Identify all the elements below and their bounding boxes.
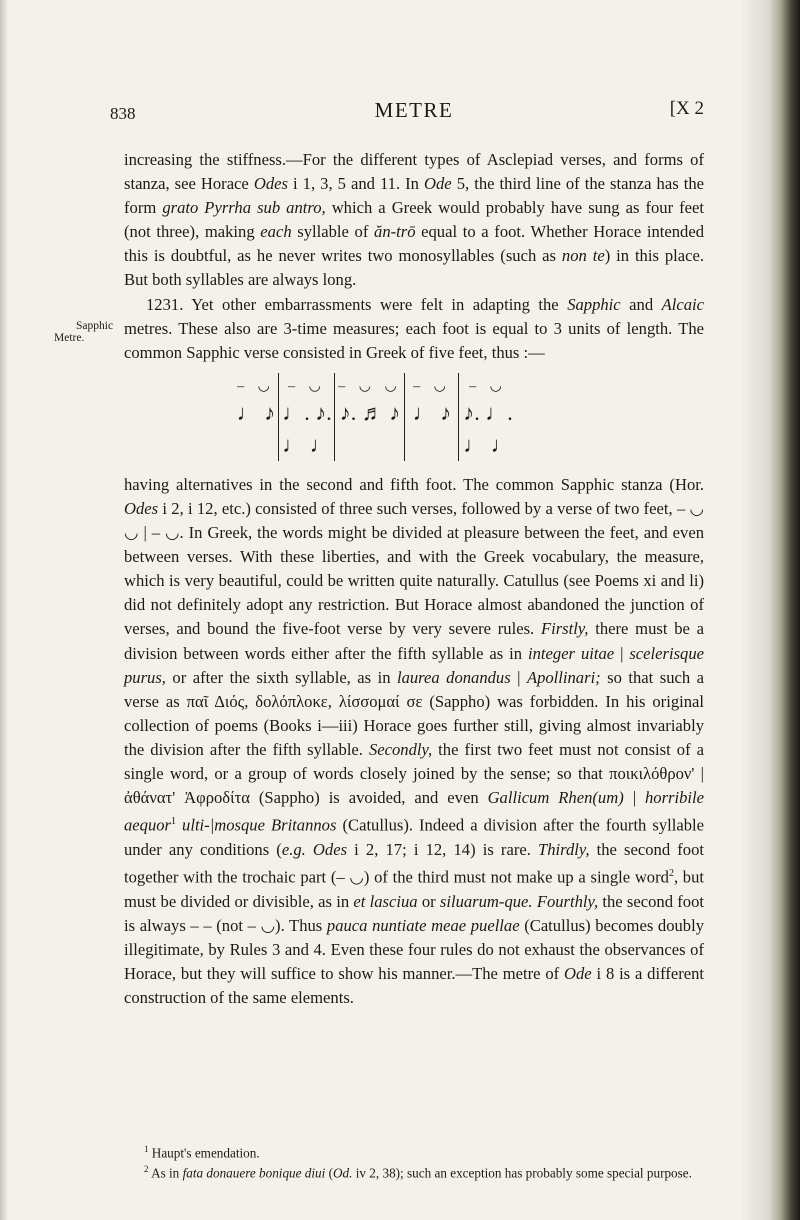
footnotes xyxy=(124,1141,704,1182)
body-text xyxy=(54,148,705,1010)
metre-foot xyxy=(404,373,459,461)
footnote-ref: 1 xyxy=(171,816,177,828)
foot-alternative: ♩ ♩ xyxy=(463,431,513,457)
foot-notes: ♩ ♪ xyxy=(236,399,276,425)
page-curl-shadow xyxy=(740,0,770,1220)
foot-quantity: – ◡ xyxy=(413,378,451,394)
foot-notes: ♩. ♪. xyxy=(282,399,332,425)
paragraph-asclepiad: increasing the stiffness.—For the different types of Asclepiad verses, and forms of stanza, see Horace Odes i 1, 3, 5 and 11. In Ode 5, the third line of the stanza has the form grato Pyrrha sub antro, which a Greek would probably have sung as four feet (not three), making each syllable of ăn-trō equal to a foot. Whether Horace intended this is doubtful, as he never writes two monosyllables (such as non te) in this place. But both syllables are always long. xyxy=(124,150,704,290)
metre-foot xyxy=(334,373,405,461)
foot-notes: ♪. ♩. xyxy=(463,399,513,425)
foot-alternative: ♩ ♩ xyxy=(282,431,332,457)
paragraph-1231: Sapphic Metre. 1231. Yet other embarrassments were felt in adapting the Sapphic and Alcaic metres. These also are 3-time measures; each foot is equal to 3 units of length. The common Sapphic verse consisted in Greek of five feet, thus :— xyxy=(54,294,705,362)
margin-note: Sapphic Metre. xyxy=(54,319,114,344)
foot-notes: ♪. ♬ ♪ xyxy=(339,399,401,425)
foot-quantity: – ◡ xyxy=(288,378,326,394)
footnote-ref: 2 xyxy=(668,867,674,879)
foot-quantity: – ◡ xyxy=(237,378,275,394)
foot-quantity: – ◡ ◡ xyxy=(338,378,402,394)
foot-notes: ♩ ♪ xyxy=(412,399,452,425)
paragraph-sapphic-rules: having alternatives in the second and fifth foot. The common Sapphic stanza (Hor. Odes i 2, i 12, etc.) consisted of three such verses, followed by a verse of two feet, – ◡ ◡ | – ◡. In Greek, the words might be divided at pleasure between the feet, and even between verses. With these liberties, and with the Greek vocabulary, the measure, which is very beautiful, could be written quite naturally. Catullus (see Poems xi and li) did not definitely adopt any restriction. But Horace almost abandoned the junction of verses, and bound the five-foot verse by very severe rules. Firstly, there must be a division between words either after the fifth syllable as in integer uitae | scelerisque purus, or after the sixth syllable, as in laurea donandus | Apollinari; so that such a verse as παῖ Διός, δολόπλοκε, λίσσομαί σε (Sappho) was forbidden. In his original collection of poems (Books i—iii) Horace goes further still, giving almost invariably the division after the fifth syllable. Secondly, the first two feet must not consist of a single word, or a group of words closely joined by the sense; so that ποικιλόθρον' | ἀθάνατ' Ἀφροδίτα (Sappho) is avoided, and even Gallicum Rhen(um) | horribile aequor$^1$ ulti-|mosque Britannos (Catullus). Indeed a division after the fourth syllable under any conditions (e.g. Odes i 2, 17; i 12, 14) is rare. Thirdly, the second foot together with the trochaic part (– ◡) of the third must not make up a single word$^2$, but must be divided or divisible, as in et lasciua or siluarum-que. Fourthly, the second foot is always – – (not – ◡). Thus pauca nuntiate meae puellae (Catullus) becomes doubly illegitimate, by Rules 3 and 4. Even these four rules do not exhaust the observances of Horace, but they will suffice to show his manner.—The metre of Ode i 8 is a different construction of the same elements. xyxy=(124,474,705,1007)
page-number: 838 xyxy=(110,104,136,123)
footnote-1: $^1$ Haupt's emendation. xyxy=(144,1144,260,1161)
page-gutter-shadow xyxy=(0,0,8,1220)
metre-foot xyxy=(278,373,335,461)
page-header xyxy=(110,98,704,128)
footnote-2: $^2$ As in fata donauere bonique diui (Od. iv 2, 38); such an exception has probably some special purpose. xyxy=(144,1164,692,1181)
metre-foot xyxy=(234,373,278,461)
sapphic-metre-scheme xyxy=(124,373,704,465)
foot-quantity: – ◡ xyxy=(469,378,507,394)
running-title: METRE xyxy=(374,98,454,122)
paragraph-number: 1231. xyxy=(146,294,184,314)
section-mark: [X 2 xyxy=(669,98,704,119)
metre-foot xyxy=(458,373,517,461)
book-edge xyxy=(770,0,800,1220)
